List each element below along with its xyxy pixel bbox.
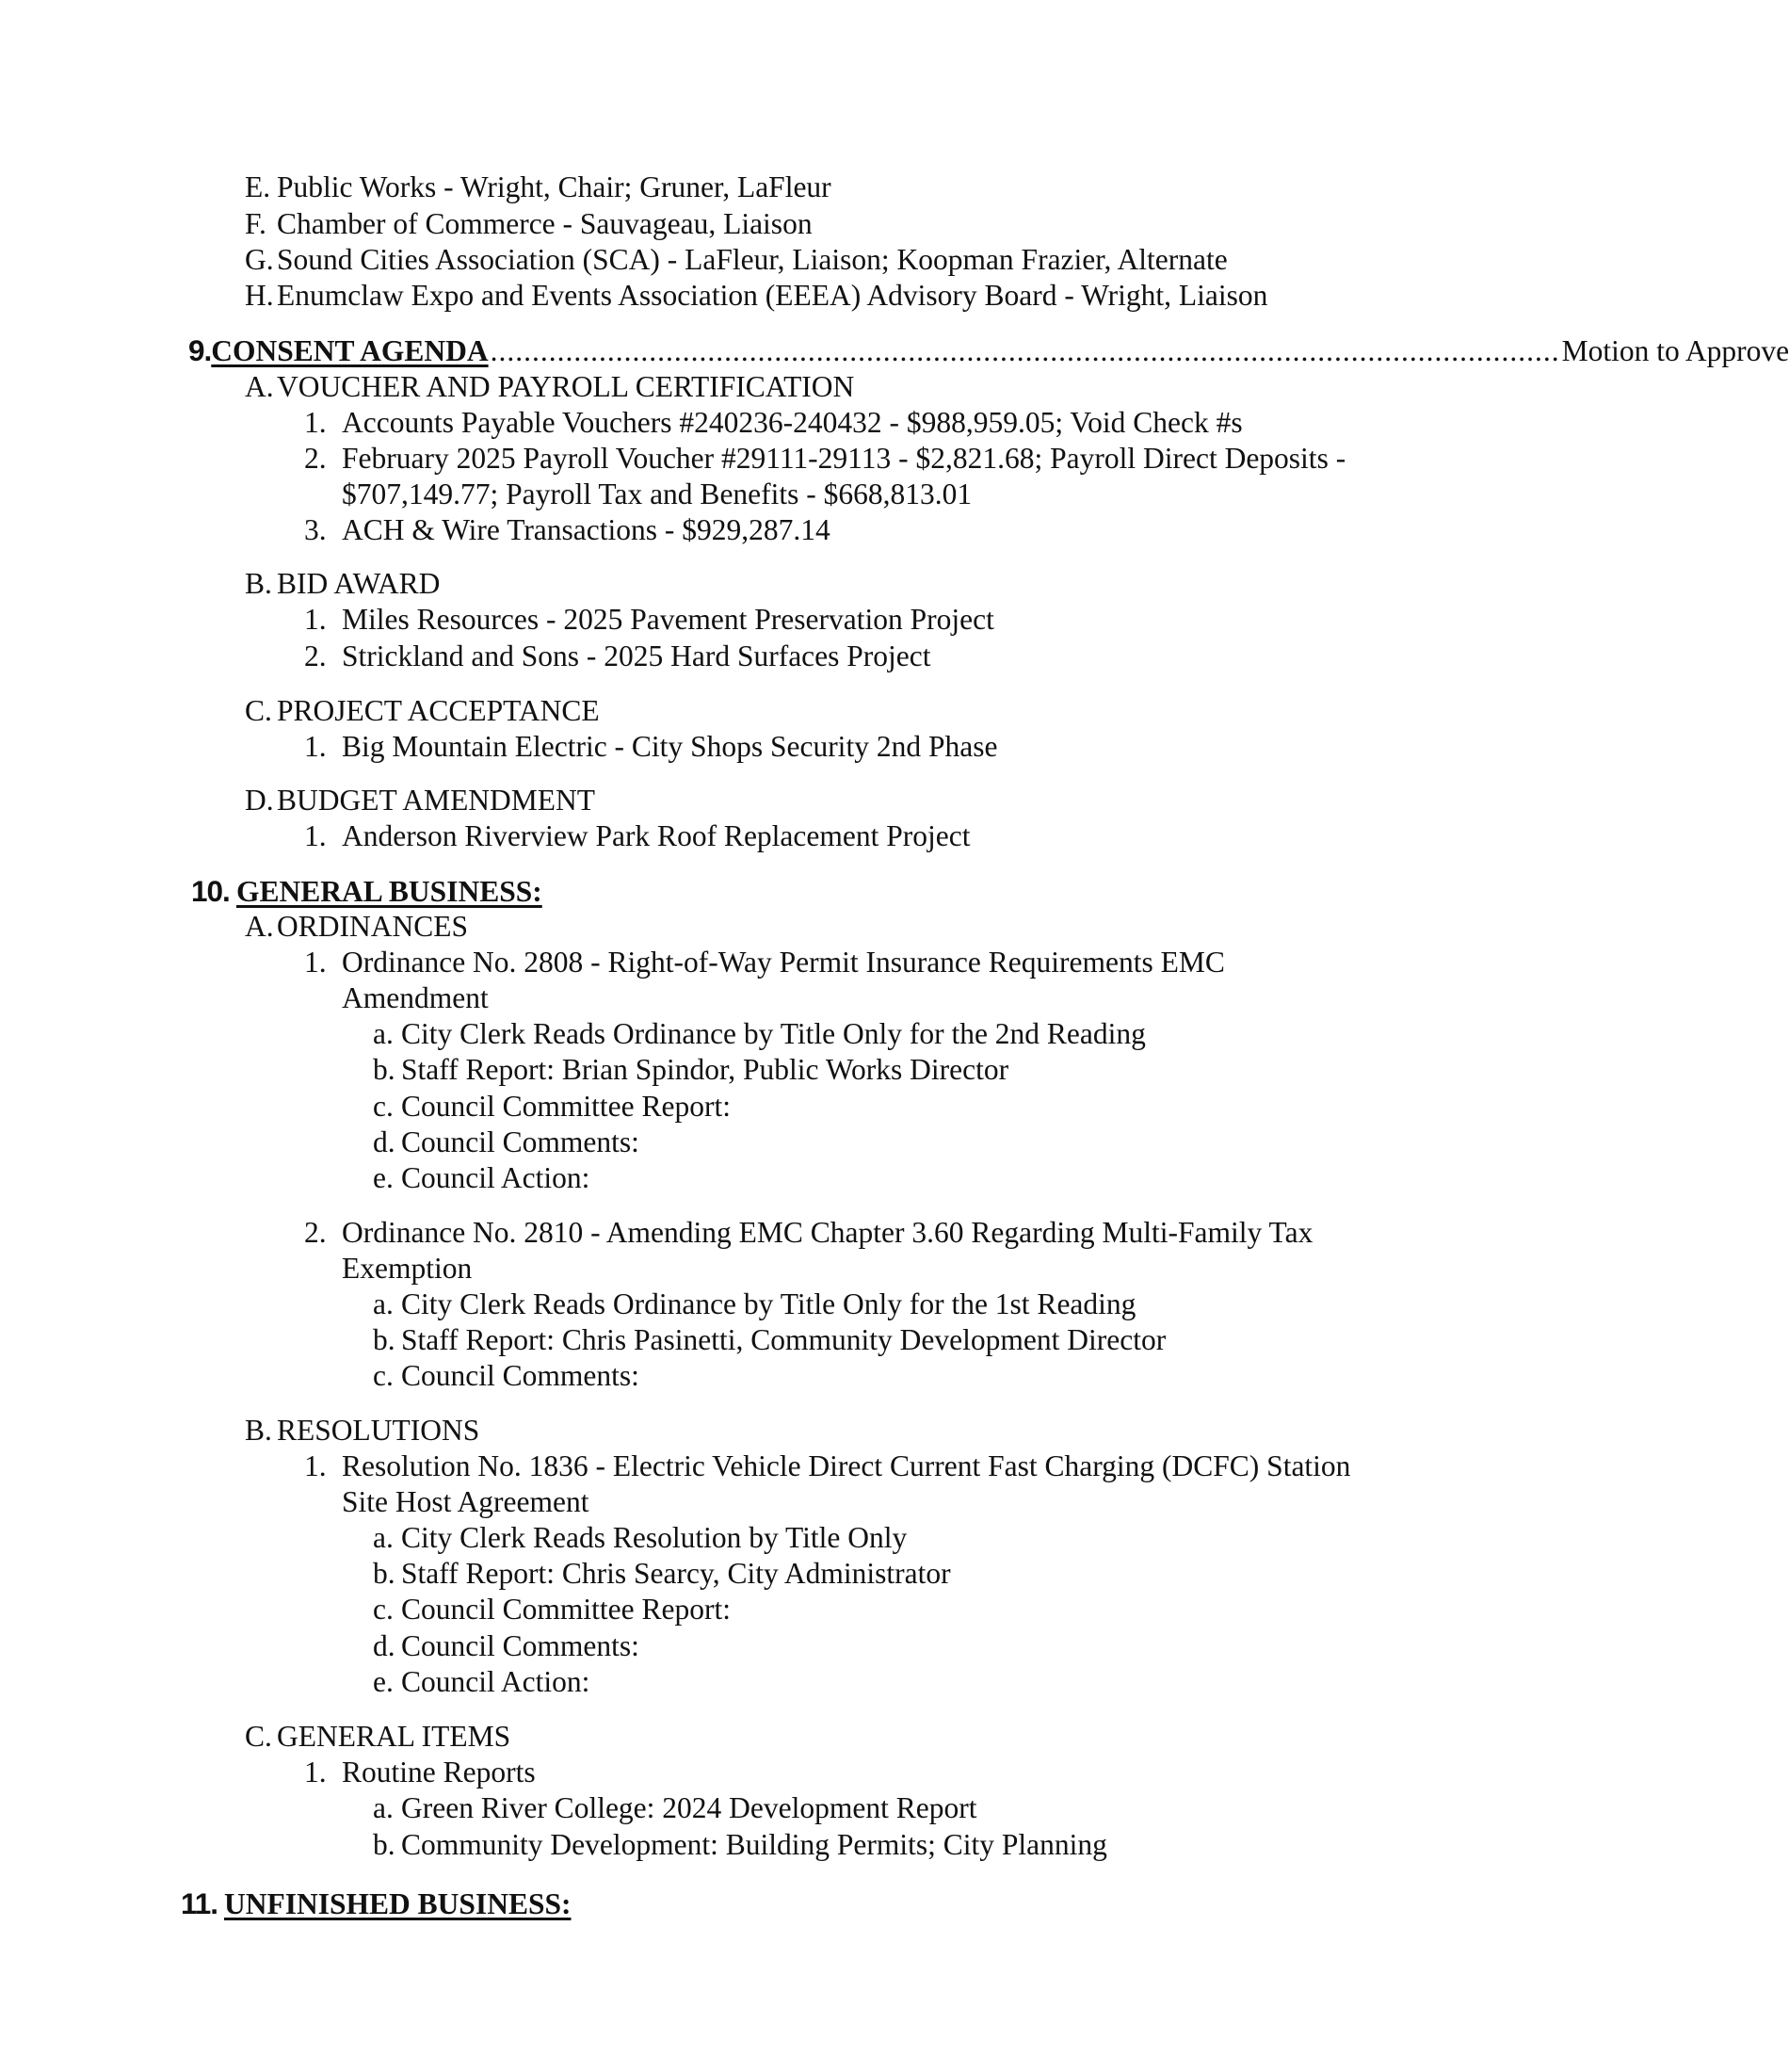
sub-item-marker: d. xyxy=(373,1629,395,1662)
subsection-marker: C. xyxy=(245,1720,272,1753)
agenda-item xyxy=(304,729,997,765)
section-number: 9. xyxy=(188,333,212,367)
committee-text: Public Works - Wright, Chair; Gruner, LaFleur xyxy=(277,170,831,203)
section-action: Motion to Approve xyxy=(1561,334,1789,367)
agenda-item xyxy=(304,1215,1313,1251)
item-text: Big Mountain Electric - City Shops Security 2nd Phase xyxy=(342,730,998,763)
subsection-heading xyxy=(245,909,468,945)
item-marker: 1. xyxy=(304,1449,327,1482)
sub-item xyxy=(373,1664,589,1700)
sub-item-marker: b. xyxy=(373,1053,395,1086)
committee-item xyxy=(245,242,1228,278)
item-text: ACH & Wire Transactions - $929,287.14 xyxy=(342,513,830,546)
subsection-heading xyxy=(245,566,440,602)
sub-item-marker: b. xyxy=(373,1557,395,1590)
item-text: Miles Resources - 2025 Pavement Preservation Project xyxy=(342,603,994,636)
sub-item-text: Council Action: xyxy=(401,1161,590,1194)
committee-item xyxy=(245,206,813,242)
agenda-item xyxy=(304,441,1346,477)
committee-marker: E. xyxy=(245,170,271,203)
sub-item-marker: e. xyxy=(373,1665,394,1698)
sub-item-text: Council Comments: xyxy=(401,1629,639,1662)
item-text: Resolution No. 1836 - Electric Vehicle Direct Current Fast Charging (DCFC) Station xyxy=(342,1449,1351,1482)
sub-item-marker: c. xyxy=(373,1593,394,1626)
sub-item-marker: c. xyxy=(373,1090,394,1123)
sub-item-text: Council Committee Report: xyxy=(401,1593,731,1626)
dot-leader: ................................................................................................................................ xyxy=(490,334,1560,367)
sub-item-marker: a. xyxy=(373,1791,394,1824)
section-number: 10. xyxy=(191,874,230,908)
subsection-heading xyxy=(245,369,854,405)
sub-item-text: City Clerk Reads Ordinance by Title Only for the 2nd Reading xyxy=(401,1017,1146,1050)
agenda-item xyxy=(304,818,970,854)
subsection-title: VOUCHER AND PAYROLL CERTIFICATION xyxy=(277,370,855,403)
sub-item xyxy=(373,1089,731,1125)
item-marker: 2. xyxy=(304,442,327,475)
item-text: Strickland and Sons - 2025 Hard Surfaces Project xyxy=(342,639,931,672)
agenda-item xyxy=(304,405,1243,441)
subsection-marker: D. xyxy=(245,784,274,817)
sub-item xyxy=(373,1358,639,1394)
item-marker: 1. xyxy=(304,406,327,439)
sub-item xyxy=(373,1052,1008,1088)
item-text: Anderson Riverview Park Roof Replacement Project xyxy=(342,819,971,852)
sub-item-text: Council Comments: xyxy=(401,1359,639,1392)
committee-marker: G. xyxy=(245,243,274,276)
item-text: Accounts Payable Vouchers #240236-240432 - $988,959.05; Void Check #s xyxy=(342,406,1243,439)
sub-item-text: Council Comments: xyxy=(401,1125,639,1158)
committee-marker: H. xyxy=(245,279,274,312)
sub-item xyxy=(373,1160,589,1196)
item-text: Ordinance No. 2808 - Right-of-Way Permit Insurance Requirements EMC xyxy=(342,946,1225,979)
sub-item xyxy=(373,1628,639,1664)
sub-item-marker: e. xyxy=(373,1161,394,1194)
subsection-marker: A. xyxy=(245,370,274,403)
agenda-item xyxy=(304,602,994,638)
item-text: Routine Reports xyxy=(342,1756,536,1789)
sub-item-text: Staff Report: Chris Searcy, City Administrator xyxy=(401,1557,951,1590)
section-title: GENERAL BUSINESS: xyxy=(236,875,542,908)
item-text-continued: Amendment xyxy=(342,981,489,1014)
agenda-item xyxy=(304,945,1225,980)
item-marker: 3. xyxy=(304,513,327,546)
committee-text: Enumclaw Expo and Events Association (EEEA) Advisory Board - Wright, Liaison xyxy=(277,279,1268,312)
subsection-heading xyxy=(245,783,595,818)
subsection-title: BUDGET AMENDMENT xyxy=(277,784,596,817)
committee-item xyxy=(245,170,831,205)
item-text: February 2025 Payroll Voucher #29111-29113 - $2,821.68; Payroll Direct Deposits - xyxy=(342,442,1346,475)
section-11-heading xyxy=(181,1886,571,1921)
sub-item-marker: a. xyxy=(373,1287,394,1320)
committee-text: Sound Cities Association (SCA) - LaFleur, Liaison; Koopman Frazier, Alternate xyxy=(277,243,1228,276)
subsection-heading xyxy=(245,693,600,729)
sub-item-marker: b. xyxy=(373,1323,395,1356)
sub-item-marker: c. xyxy=(373,1359,394,1392)
committee-item xyxy=(245,278,1267,314)
subsection-heading xyxy=(245,1413,479,1449)
section-number: 11. xyxy=(181,1886,218,1920)
sub-item-text: City Clerk Reads Resolution by Title Only xyxy=(401,1521,908,1554)
section-title: UNFINISHED BUSINESS: xyxy=(224,1887,572,1920)
sub-item xyxy=(373,1016,1146,1052)
sub-item xyxy=(373,1827,1107,1863)
committee-marker: F. xyxy=(245,207,266,240)
agenda-item xyxy=(304,1449,1350,1484)
section-9-heading xyxy=(188,332,1789,368)
subsection-title: GENERAL ITEMS xyxy=(277,1720,511,1753)
item-text-continued: $707,149.77; Payroll Tax and Benefits - $668,813.01 xyxy=(342,478,973,510)
sub-item-marker: a. xyxy=(373,1521,394,1554)
subsection-heading xyxy=(245,1719,510,1755)
sub-item-text: Council Committee Report: xyxy=(401,1090,731,1123)
sub-item-text: Staff Report: Brian Spindor, Public Works Director xyxy=(401,1053,1009,1086)
section-title: CONSENT AGENDA xyxy=(211,334,489,367)
item-marker: 1. xyxy=(304,1756,327,1789)
sub-item-text: City Clerk Reads Ordinance by Title Only for the 1st Reading xyxy=(401,1287,1136,1320)
item-marker: 1. xyxy=(304,603,327,636)
committee-text: Chamber of Commerce - Sauvageau, Liaison xyxy=(277,207,813,240)
sub-item-text: Staff Report: Chris Pasinetti, Community Development Director xyxy=(401,1323,1167,1356)
sub-item xyxy=(373,1322,1166,1358)
sub-item xyxy=(373,1790,976,1826)
sub-item-text: Council Action: xyxy=(401,1665,590,1698)
sub-item xyxy=(373,1287,1136,1322)
sub-item-text: Community Development: Building Permits; City Planning xyxy=(401,1828,1107,1861)
subsection-marker: B. xyxy=(245,1414,272,1447)
sub-item-marker: d. xyxy=(373,1125,395,1158)
sub-item-marker: b. xyxy=(373,1828,395,1861)
section-10-heading xyxy=(191,873,542,909)
item-marker: 1. xyxy=(304,946,327,979)
item-marker: 1. xyxy=(304,819,327,852)
subsection-marker: B. xyxy=(245,567,272,600)
sub-item-marker: a. xyxy=(373,1017,394,1050)
item-marker: 2. xyxy=(304,639,327,672)
subsection-title: RESOLUTIONS xyxy=(277,1414,480,1447)
subsection-marker: A. xyxy=(245,910,274,943)
agenda-item xyxy=(304,512,830,548)
sub-item-text: Green River College: 2024 Development Report xyxy=(401,1791,977,1824)
subsection-marker: C. xyxy=(245,694,272,727)
sub-item xyxy=(373,1520,907,1556)
sub-item xyxy=(373,1125,639,1160)
sub-item xyxy=(373,1592,731,1627)
agenda-item xyxy=(304,639,931,674)
item-marker: 1. xyxy=(304,730,327,763)
subsection-title: PROJECT ACCEPTANCE xyxy=(277,694,600,727)
item-text-continued: Site Host Agreement xyxy=(342,1485,589,1518)
subsection-title: ORDINANCES xyxy=(277,910,469,943)
agenda-item xyxy=(304,1755,536,1790)
sub-item xyxy=(373,1556,951,1592)
item-marker: 2. xyxy=(304,1216,327,1249)
item-text: Ordinance No. 2810 - Amending EMC Chapter 3.60 Regarding Multi-Family Tax xyxy=(342,1216,1314,1249)
item-text-continued: Exemption xyxy=(342,1252,473,1285)
subsection-title: BID AWARD xyxy=(277,567,441,600)
